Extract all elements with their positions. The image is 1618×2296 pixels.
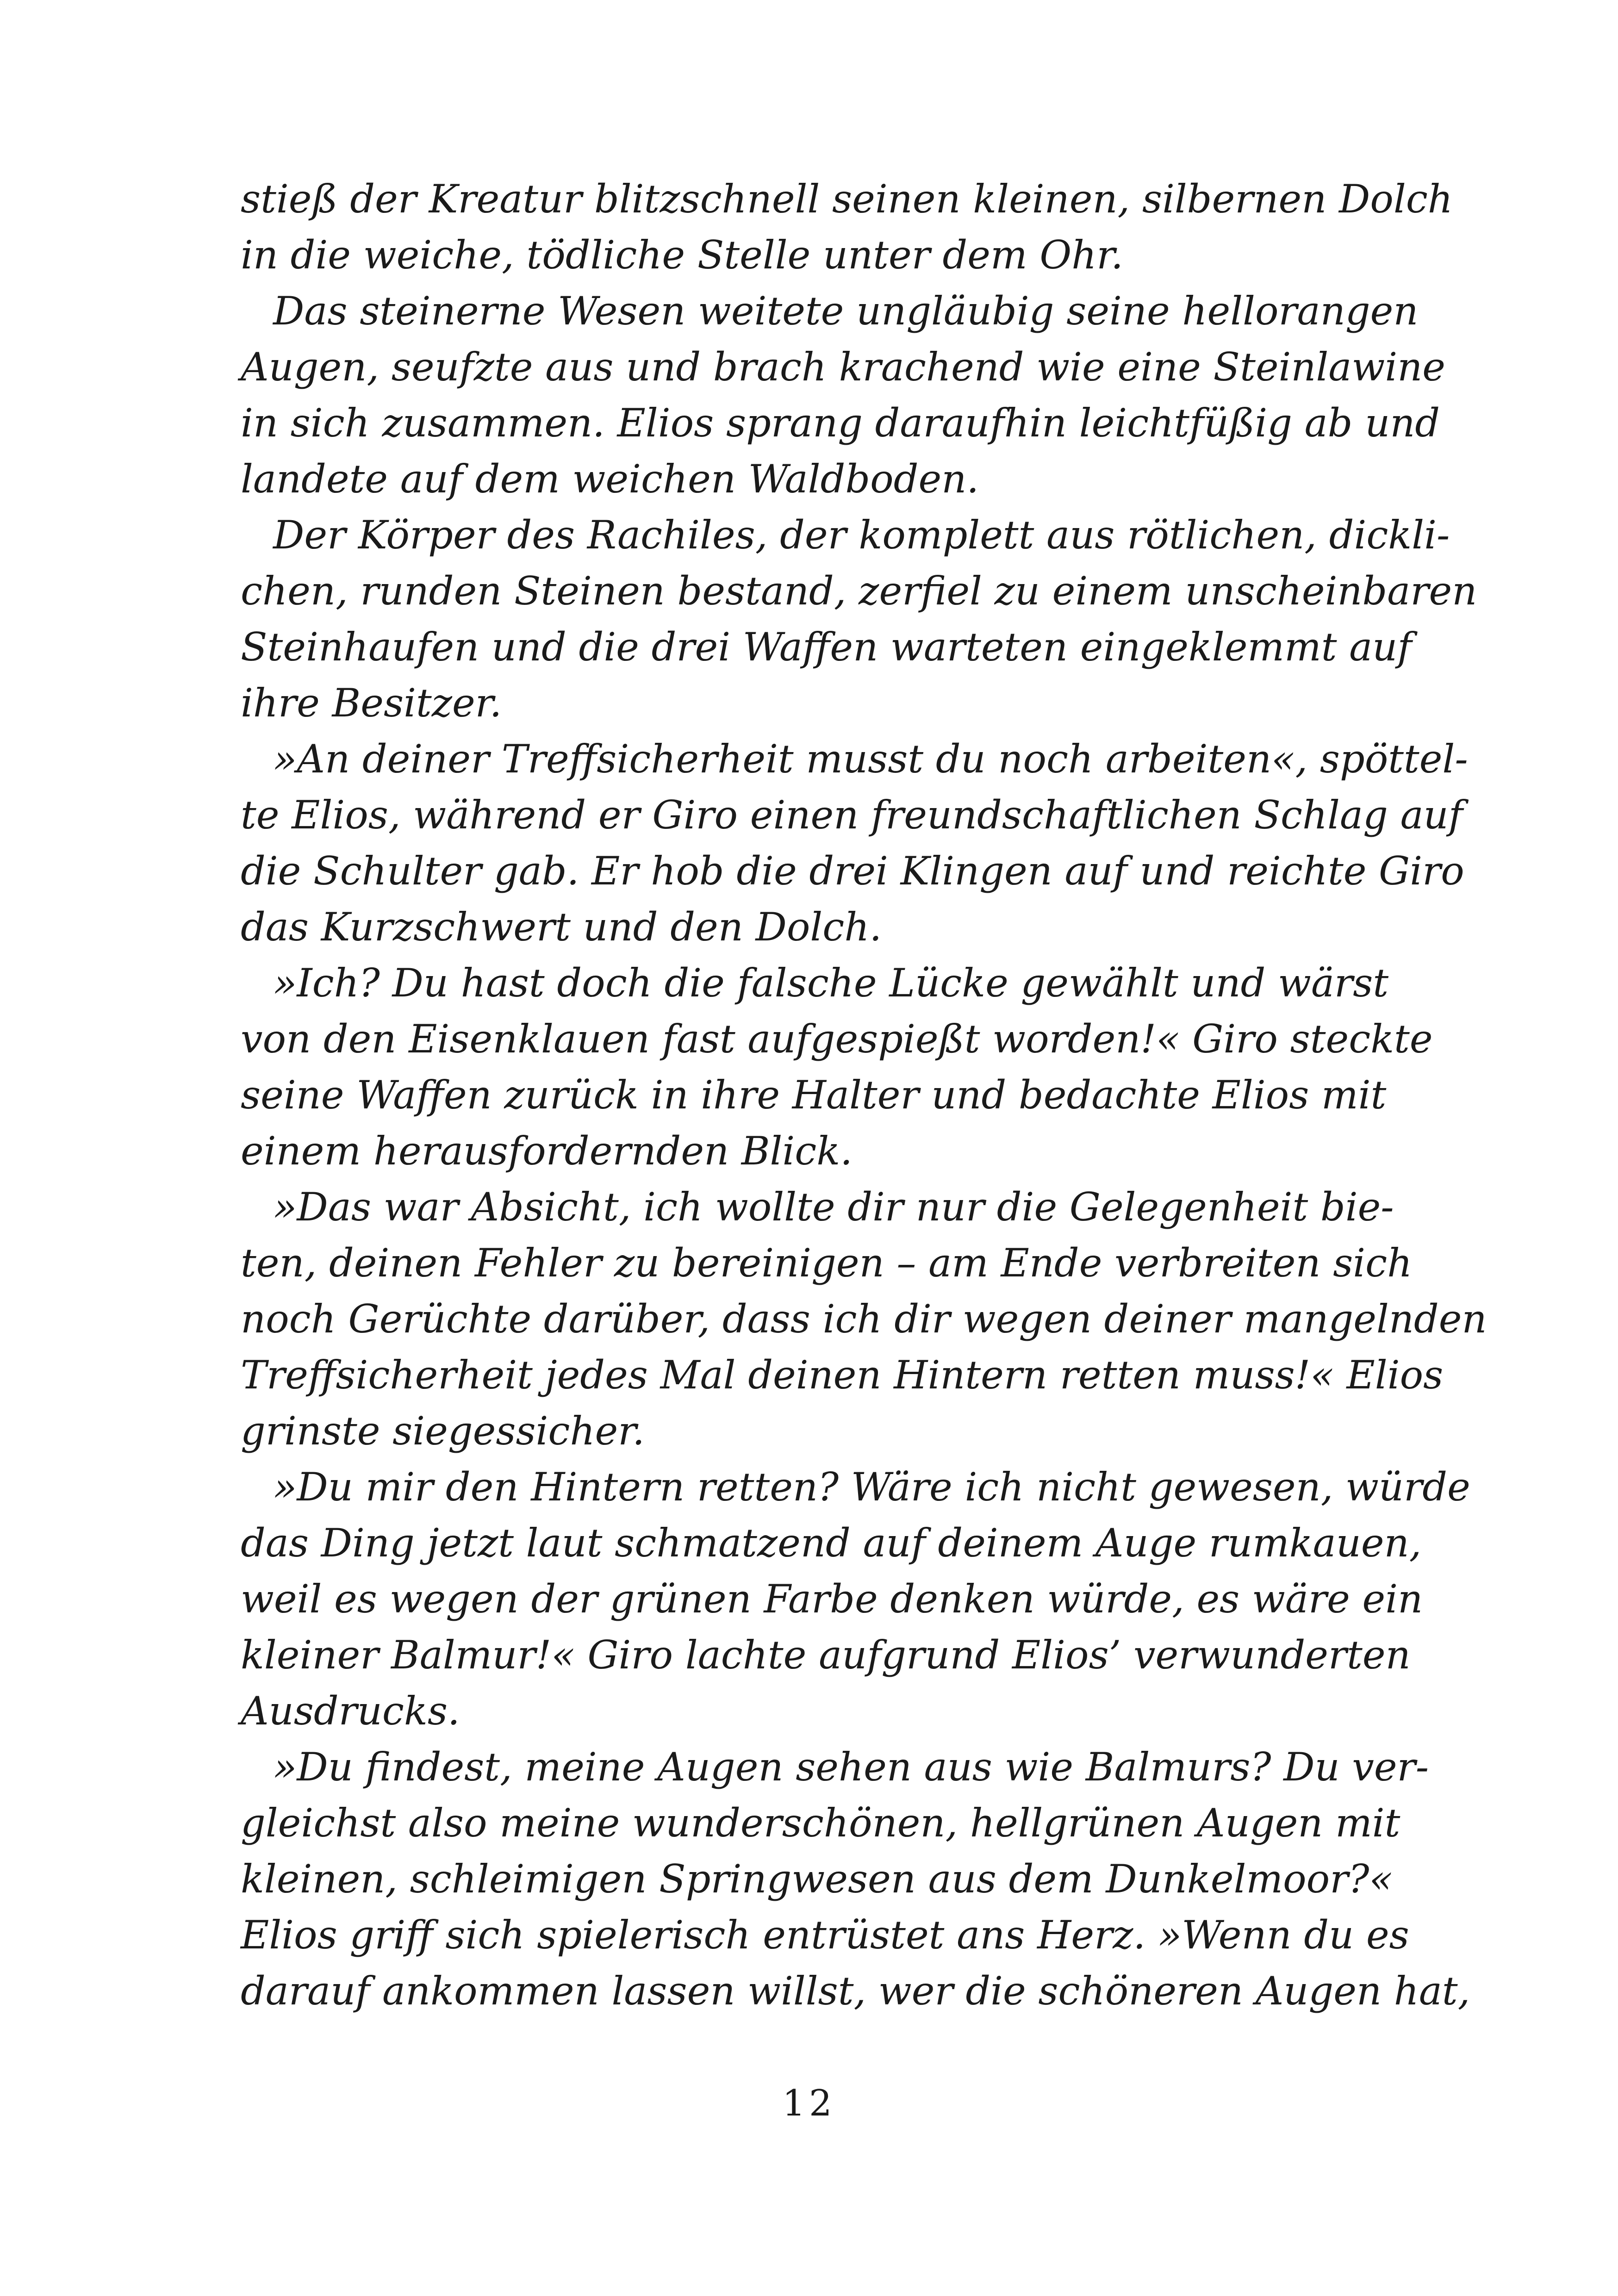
- paragraph: [241, 1179, 1487, 1459]
- text-line: »Du mir den Hintern retten? Wäre ich nicht gewesen, würde: [273, 1464, 1470, 1510]
- text-line: das Kurzschwert und den Dolch.: [241, 904, 882, 950]
- text-line: kleinen, schleimigen Springwesen aus dem Dunkelmoor?«: [241, 1856, 1393, 1902]
- text-line: das Ding jetzt laut schmatzend auf deinem Auge rumkauen,: [241, 1520, 1422, 1566]
- paragraph: [241, 955, 1433, 1179]
- text-line: landete auf dem weichen Waldboden.: [241, 456, 979, 502]
- paragraph: [241, 171, 1453, 283]
- text-line: ten, deinen Fehler zu bereinigen – am Ende verbreiten sich: [241, 1240, 1413, 1286]
- page-number: 12: [782, 2083, 836, 2124]
- text-line: »An deiner Treffsicherheit musst du noch arbeiten«, spöttel-: [273, 736, 1468, 782]
- text-line: stieß der Kreatur blitzschnell seinen kleinen, silbernen Dolch: [241, 176, 1453, 222]
- text-line: grinste siegessicher.: [241, 1408, 645, 1454]
- text-line: Treffsicherheit jedes Mal deinen Hintern retten muss!« Elios: [241, 1352, 1444, 1398]
- text-line: Elios griff sich spielerisch entrüstet ans Herz. »Wenn du es: [241, 1912, 1409, 1958]
- text-line: darauf ankommen lassen willst, wer die schöneren Augen hat,: [241, 1968, 1470, 2014]
- text-line: in sich zusammen. Elios sprang daraufhin leichtfüßig ab und: [241, 400, 1440, 446]
- text-line: in die weiche, tödliche Stelle unter dem Ohr.: [241, 232, 1123, 278]
- body-text: [241, 171, 1487, 2019]
- text-line: »Das war Absicht, ich wollte dir nur die Gelegenheit bie-: [273, 1184, 1394, 1230]
- text-line: seine Waffen zurück in ihre Halter und bedachte Elios mit: [241, 1072, 1387, 1118]
- text-line: weil es wegen der grünen Farbe denken würde, es wäre ein: [241, 1576, 1423, 1622]
- text-line: ihre Besitzer.: [241, 680, 502, 726]
- text-line: Augen, seufzte aus und brach krachend wie eine Steinlawine: [241, 344, 1446, 390]
- paragraph: [241, 507, 1477, 731]
- text-line: Das steinerne Wesen weitete ungläubig seine hellorangen: [273, 288, 1419, 334]
- text-line: noch Gerüchte darüber, dass ich dir wegen deiner mangelnden: [241, 1296, 1487, 1342]
- paragraph: [241, 283, 1446, 507]
- text-line: chen, runden Steinen bestand, zerfiel zu einem unscheinbaren: [241, 568, 1477, 614]
- text-line: kleiner Balmur!« Giro lachte aufgrund Elios’ verwunderten: [241, 1632, 1411, 1678]
- text-line: von den Eisenklauen fast aufgespießt worden!« Giro steckte: [241, 1016, 1433, 1062]
- text-line: Steinhaufen und die drei Waffen warteten eingeklemmt auf: [241, 624, 1412, 670]
- text-line: te Elios, während er Giro einen freundschaftlichen Schlag auf: [241, 792, 1463, 838]
- text-line: »Du findest, meine Augen sehen aus wie Balmurs? Du ver-: [273, 1744, 1429, 1790]
- text-line: Ausdrucks.: [241, 1688, 460, 1734]
- paragraph: [241, 1459, 1470, 1739]
- paragraph: [241, 731, 1468, 955]
- paragraph: [241, 1739, 1470, 2019]
- text-line: Der Körper des Rachiles, der komplett aus rötlichen, dickli-: [273, 512, 1450, 558]
- text-line: gleichst also meine wunderschönen, hellgrünen Augen mit: [241, 1800, 1400, 1846]
- text-line: »Ich? Du hast doch die falsche Lücke gewählt und wärst: [273, 960, 1389, 1006]
- text-line: einem herausfordernden Blick.: [241, 1128, 853, 1174]
- text-line: die Schulter gab. Er hob die drei Klingen auf und reichte Giro: [241, 848, 1464, 894]
